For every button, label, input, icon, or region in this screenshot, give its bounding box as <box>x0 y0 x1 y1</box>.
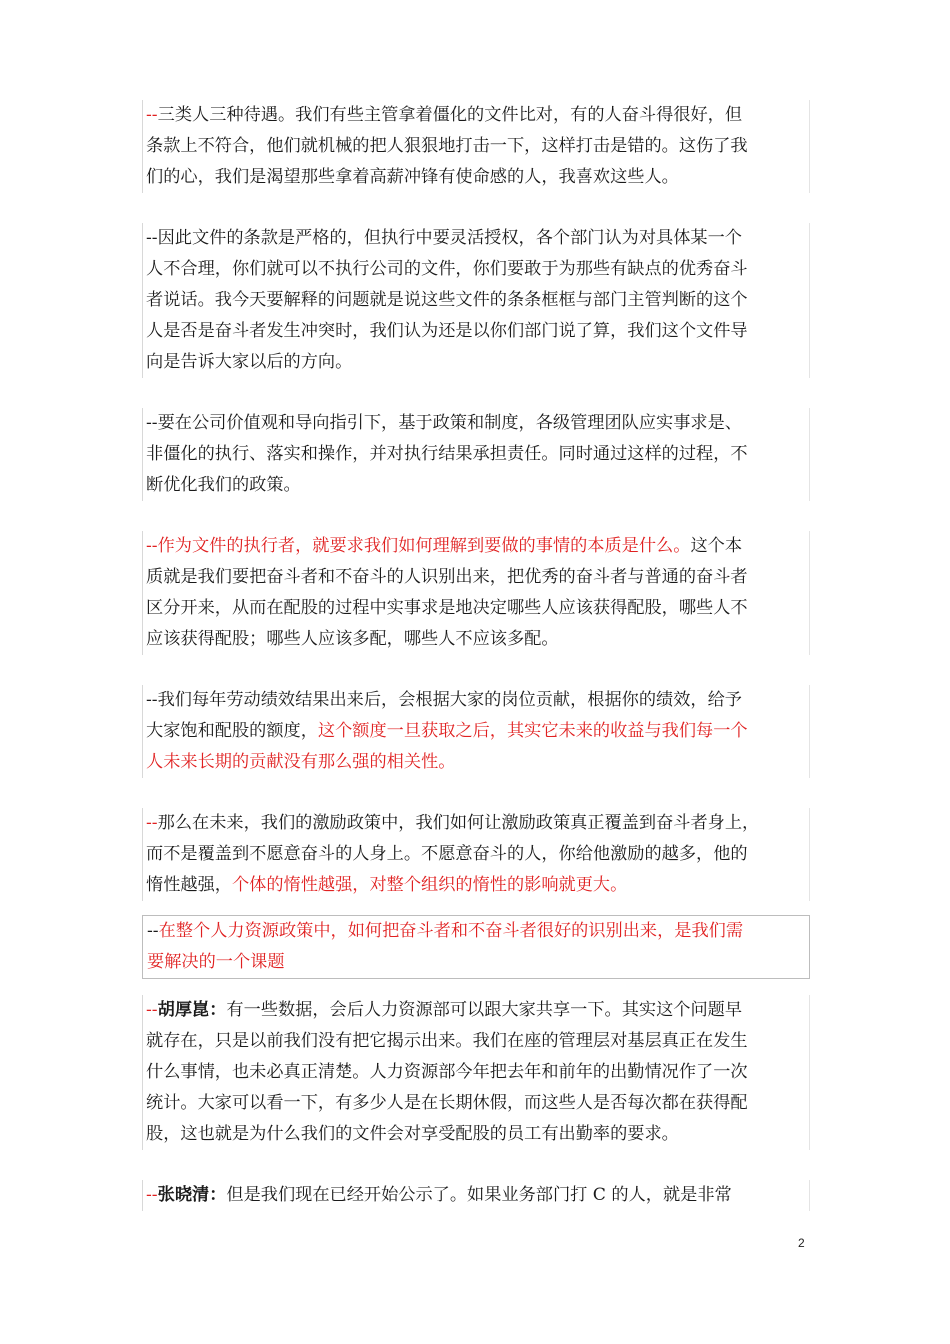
text-line <box>146 808 809 839</box>
highlighted-text: 人未来长期的贡献没有那么强的相关性。 <box>146 752 456 772</box>
text-run: 者说话。我今天要解释的问题就是说这些文件的条条框框与部门主管判断的这个 <box>146 290 748 310</box>
paragraph-three-types <box>142 100 810 193</box>
speaker-name: 张晓清： <box>157 1185 227 1205</box>
text-line <box>146 716 809 747</box>
text-line <box>147 916 805 947</box>
text-line <box>146 285 809 316</box>
speaker-name: 胡厚崑： <box>157 1000 227 1020</box>
text-line <box>146 593 809 624</box>
text-run: 有一些数据，会后人力资源部可以跟大家共享一下。其实这个问题早 <box>226 1000 743 1020</box>
text-line <box>146 1180 809 1211</box>
highlighted-text: 在整个人力资源政策中，如何把奋斗者和不奋斗者很好的识别出来，是我们需 <box>158 921 744 941</box>
text-run: 应该获得配股；哪些人应该多配，哪些人不应该多配。 <box>146 629 559 649</box>
text-line <box>146 316 809 347</box>
text-line <box>146 408 809 439</box>
highlighted-text: -- <box>146 105 158 125</box>
text-line <box>146 562 809 593</box>
text-run: 向是告诉大家以后的方向。 <box>146 352 353 372</box>
text-run: 质就是我们要把奋斗者和不奋斗的人识别出来，把优秀的奋斗者与普通的奋斗者 <box>146 567 748 587</box>
page-number: 2 <box>798 1236 805 1250</box>
text-line <box>147 947 805 978</box>
text-line <box>146 1119 809 1150</box>
paragraph-future-incentive <box>142 808 810 901</box>
text-run: --我们每年劳动绩效结果出来后，会根据大家的岗位贡献，根据你的绩效，给予 <box>146 690 742 710</box>
text-run: --要在公司价值观和导向指引下，基于政策和制度，各级管理团队应实事求是、 <box>146 413 742 433</box>
text-run: 什么事情，也未必真正清楚。人力资源部今年把去年和前年的出勤情况作了一次 <box>146 1062 748 1082</box>
text-line <box>146 685 809 716</box>
text-run: 们的心，我们是渴望那些拿着高薪冲锋有使命感的人，我喜欢这些人。 <box>146 167 679 187</box>
highlighted-text: --作为文件的执行者，就要求我们如何理解到要做的事情的本质是什么。 <box>146 536 691 556</box>
highlighted-text: -- <box>146 1000 158 1020</box>
text-line <box>146 995 809 1026</box>
text-line <box>146 470 809 501</box>
text-run: 就存在，只是以前我们没有把它揭示出来。我们在座的管理层对基层真正在发生 <box>146 1031 748 1051</box>
paragraph-hu-houkun <box>142 995 810 1150</box>
text-line <box>146 439 809 470</box>
text-run: 大家饱和配股的额度， <box>146 721 318 741</box>
paragraph-executor <box>142 531 810 655</box>
text-run: 统计。大家可以看一下，有多少人是在长期休假，而这些人是否每次都在获得配 <box>146 1093 748 1113</box>
text-line <box>146 347 809 378</box>
text-run: 那么在未来，我们的激励政策中，我们如何让激励政策真正覆盖到奋斗者身上， <box>157 813 760 833</box>
text-line <box>146 131 809 162</box>
text-run: --因此文件的条款是严格的，但执行中要灵活授权，各个部门认为对具体某一个 <box>146 228 742 248</box>
text-line <box>146 162 809 193</box>
text-line <box>146 1088 809 1119</box>
text-line <box>146 1057 809 1088</box>
text-run: 人不合理，你们就可以不执行公司的文件，你们要敢于为那些有缺点的优秀奋斗 <box>146 259 748 279</box>
text-line <box>146 100 809 131</box>
text-run: 区分开来，从而在配股的过程中实事求是地决定哪些人应该获得配股，哪些人不 <box>146 598 748 618</box>
paragraph-value-guidance <box>142 408 810 501</box>
text-run: 这个本 <box>690 536 743 556</box>
text-run: 但是我们现在已经开始公示了。如果业务部门打 C 的人，就是非常 <box>226 1185 732 1205</box>
text-run: 而不是覆盖到不愿意奋斗的人身上。不愿意奋斗的人，你给他激励的越多，他的 <box>146 844 748 864</box>
text-line <box>146 1026 809 1057</box>
text-line <box>146 624 809 655</box>
text-run: 惰性越强， <box>146 875 232 895</box>
text-line <box>146 531 809 562</box>
text-run: 人是否是奋斗者发生冲突时，我们认为还是以你们部门说了算，我们这个文件导 <box>146 321 748 341</box>
highlighted-text: 这个额度一旦获取之后，其实它未来的收益与我们每一个 <box>317 721 748 741</box>
text-run: 非僵化的执行、落实和操作，并对执行结果承担责任。同时通过这样的过程，不 <box>146 444 748 464</box>
paragraph-zhang-xiaoqing <box>142 1180 810 1211</box>
text-line <box>146 839 809 870</box>
text-line <box>146 747 809 778</box>
text-run: 断优化我们的政策。 <box>146 475 301 495</box>
text-line <box>146 223 809 254</box>
text-run: -- <box>147 921 159 941</box>
paragraph-hr-policy-topic <box>142 915 810 979</box>
text-line <box>146 870 809 901</box>
paragraph-flexible-authorization <box>142 223 810 378</box>
text-run: 三类人三种待遇。我们有些主管拿着僵化的文件比对，有的人奋斗得很好，但 <box>157 105 743 125</box>
highlighted-text: 要解决的一个课题 <box>147 952 285 972</box>
text-line <box>146 254 809 285</box>
text-run: 股，这也就是为什么我们的文件会对享受配股的员工有出勤率的要求。 <box>146 1124 679 1144</box>
paragraph-performance-allocation <box>142 685 810 778</box>
highlighted-text: -- <box>146 1185 158 1205</box>
text-run: 条款上不符合，他们就机械的把人狠狠地打击一下，这样打击是错的。这伤了我 <box>146 136 748 156</box>
highlighted-text: 个体的惰性越强，对整个组织的惰性的影响就更大。 <box>231 875 628 895</box>
highlighted-text: -- <box>146 813 158 833</box>
